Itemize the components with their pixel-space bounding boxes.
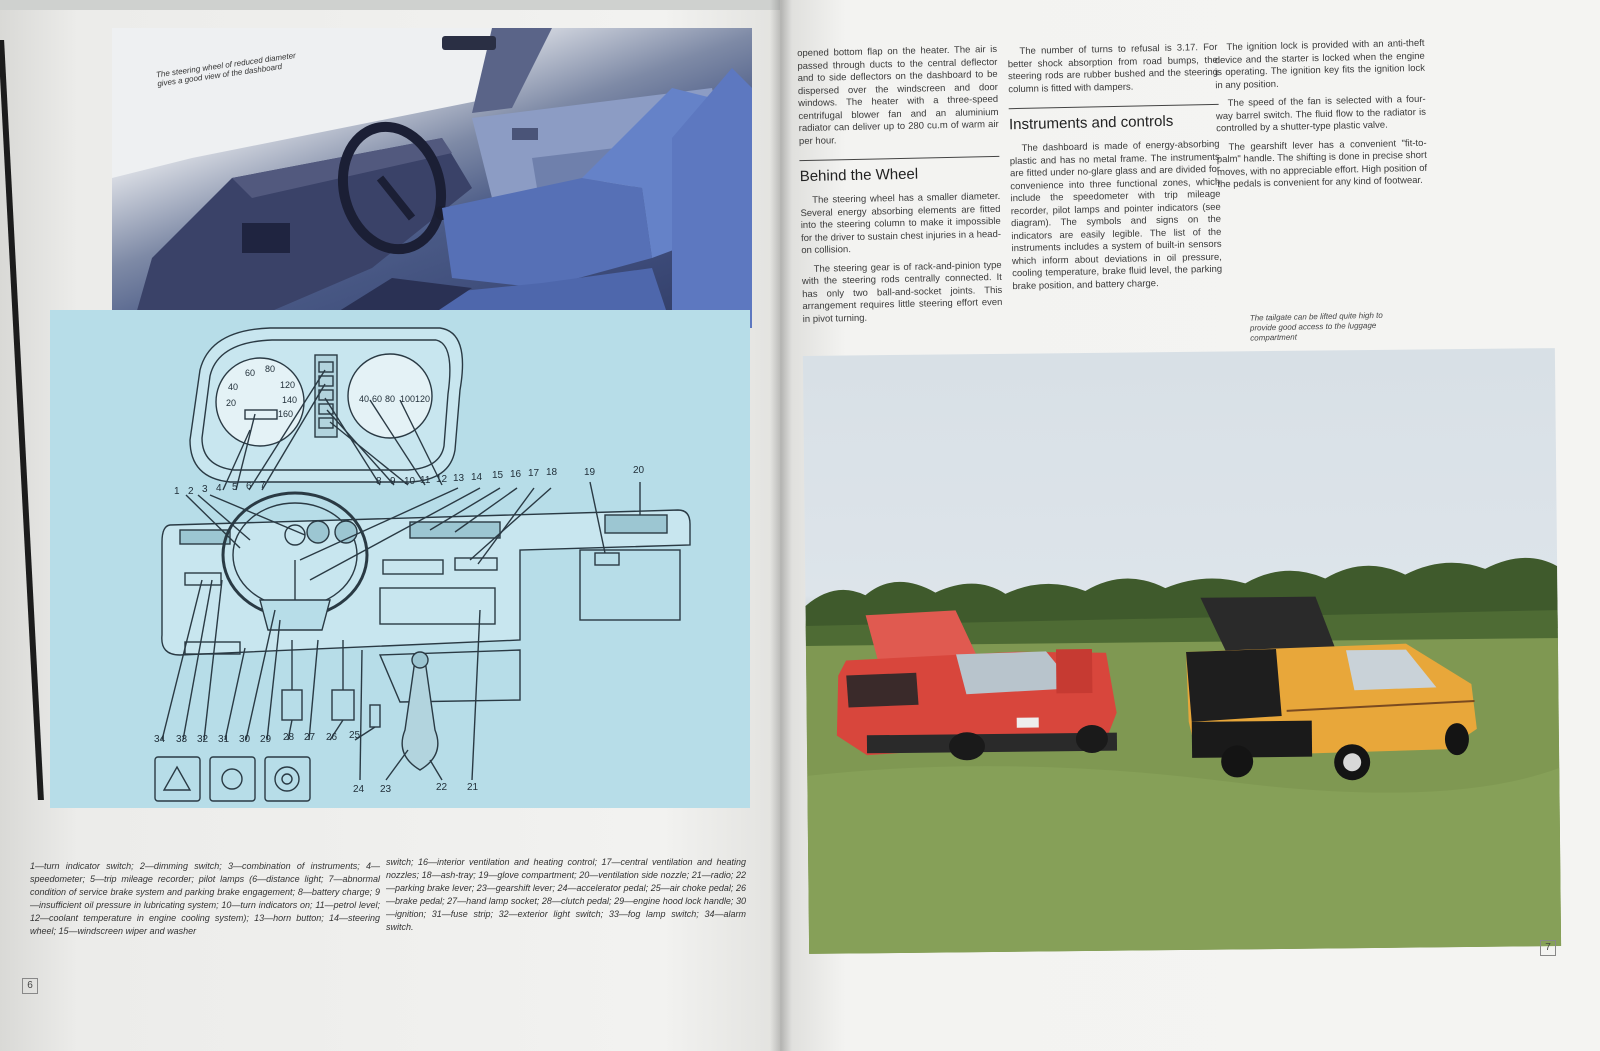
gauge-tick: 100 — [400, 394, 416, 404]
speedo-tick: 40 — [228, 382, 239, 392]
dashboard-diagram-svg — [50, 310, 750, 808]
speedo-tick: 140 — [282, 395, 298, 405]
callout-number: 20 — [633, 465, 645, 476]
paragraph: opened bottom flap on the heater. The air is passed through ducts to the central deflector and to side deflectors on the dashboard to be dispersed over the windscreen and door windows. The heater with a three-speed centrifugal blower fan and an aluminium radiator can deliver up to 280 cu.m of warm air per hour. — [797, 43, 999, 147]
heading-instruments: Instruments and controls — [1009, 104, 1219, 133]
callout-number: 24 — [353, 784, 365, 795]
speedo-tick: 160 — [278, 409, 294, 419]
callout-number: 15 — [492, 470, 504, 481]
paragraph: The ignition lock is provided with an anti-theft device and the starter is locked when the engine is operating. The ignition key fits the ignition lock in any position. — [1214, 37, 1426, 91]
text-column-2 — [1007, 42, 1222, 299]
callout-number: 31 — [218, 734, 230, 745]
callout-number: 11 — [420, 475, 431, 486]
callout-number: 4 — [216, 483, 222, 494]
callout-number: 21 — [467, 782, 479, 793]
gauge-tick: 120 — [415, 394, 431, 404]
paragraph: The number of turns to refusal is 3.17. For better shock absorption from road bumps, the steering rods are rubber bushed and the steering column is fitted with dampers. — [1007, 41, 1219, 95]
callout-number: 22 — [436, 782, 448, 793]
callout-number: 14 — [471, 472, 483, 483]
paragraph: The speed of the fan is selected with a four-way barrel switch. The fluid flow to the radiator is controlled by a shutter-type plastic valve. — [1215, 93, 1427, 135]
callout-number: 17 — [528, 468, 540, 479]
callout-number: 7 — [260, 480, 266, 491]
callout-number: 25 — [349, 730, 361, 741]
callout-number: 9 — [390, 476, 396, 487]
paragraph: The gearshift lever has a convenient "fit-to-palm" handle. The shifting is done in precise short moves, with no appreciable effort. High position of the pedals is convenient for any kind of footwear. — [1216, 137, 1428, 191]
callout-number: 6 — [246, 481, 252, 492]
heading-behind-the-wheel: Behind the Wheel — [799, 156, 999, 185]
paragraph: The steering gear is of rack-and-pinion type with the steering rods centrally connected. It has only two ball-and-socket joints. This arrangement requires little steering effort even in pivot turning. — [801, 259, 1003, 325]
speedo-tick: 60 — [245, 368, 256, 378]
callout-number: 23 — [380, 784, 392, 795]
callout-number: 2 — [188, 486, 194, 497]
callout-number: 32 — [197, 734, 209, 745]
gauge-tick: 40 — [359, 394, 370, 404]
page-number-right: 7 — [1540, 940, 1556, 956]
gauge-tick: 60 — [372, 394, 383, 404]
text-column-3 — [1214, 38, 1427, 198]
callout-number: 27 — [304, 732, 316, 743]
callout-number: 8 — [376, 476, 382, 487]
speedo-tick: 20 — [226, 398, 237, 408]
callout-number: 12 — [436, 474, 448, 485]
callout-number: 10 — [404, 476, 416, 487]
dashboard-diagram — [50, 310, 750, 808]
callout-number: 19 — [584, 467, 596, 478]
callout-number: 26 — [326, 732, 338, 743]
gauge-tick: 80 — [385, 394, 396, 404]
callout-number: 30 — [239, 734, 251, 745]
speedo-tick: 120 — [280, 380, 296, 390]
page-gutter — [770, 0, 792, 1051]
diagram-legend-part2: switch; 16—interior ventilation and heating control; 17—central ventilation and heating nozzles; 18—ash-tray; 19—glove compartment; 20—ventilation side nozzle; 21—radio; 22—parking brake lever; 23—gearshift lever; 24—accelerator pedal; 25—air choke pedal; 26—brake pedal; 27—hand lamp socket; 28—clutch pedal; 29—engine hood lock handle; 30—ignition; 31—fuse strip; 32—exterior light switch; 33—fog lamp switch; 34—alarm switch. — [386, 857, 746, 932]
callout-number: 34 — [154, 734, 166, 745]
callout-number: 18 — [546, 467, 558, 478]
callout-number: 16 — [510, 469, 522, 480]
callout-number: 33 — [176, 734, 188, 745]
callout-number: 3 — [202, 484, 208, 495]
paragraph: The steering wheel has a smaller diameter. Several energy absorbing elements are fitted into the steering column to make it impossible for the driver to sustain chest injuries in a head-on collision. — [800, 190, 1002, 257]
text-column-1 — [797, 44, 1003, 332]
callout-number: 28 — [283, 732, 295, 743]
cars-photo-caption: The tailgate can be lifted quite high to provide good access to the luggage compartment — [1249, 310, 1383, 343]
cars-photo — [803, 348, 1561, 954]
speedo-tick: 80 — [265, 364, 276, 374]
callout-number: 29 — [260, 734, 272, 745]
diagram-legend-part1: 1—turn indicator switch; 2—dimming switch; 3—combination of instruments; 4—speedometer; 5—trip mileage recorder; pilot lamps (6—distance light; 7—abnormal condition of service brake system and parking brake engagement; 8—battery charge; 9—insufficient oil pressure in lubricating system; 10—turn indicators on; 11—petrol level; 12—coolant temperature in engine cooling system); 13—horn button; 14—steering wheel; 15—windscreen wiper and washer — [30, 861, 380, 936]
callout-number: 5 — [232, 482, 238, 493]
paragraph: The dashboard is made of energy-absorbing plastic and has no metal frame. The instruments are fitted under no-glare glass and are divided for convenience into three functional zones, which include the speedometer with trip mileage recorder, pilot lamps and pointer indicators (see diagram). The symbols and signs on the indicators are easily legible. The list of the instruments includes a system of built-in sensors which inform about deviations in oil pressure, cooling temperature, brake fluid level, the parking brake position, and battery charge. — [1009, 138, 1223, 292]
interior-photo-caption: The steering wheel of reduced diameter gives a good view of the dashboard — [155, 50, 297, 89]
page-number-left: 6 — [22, 978, 38, 994]
callout-number: 13 — [453, 473, 465, 484]
callout-number: 1 — [174, 486, 180, 497]
